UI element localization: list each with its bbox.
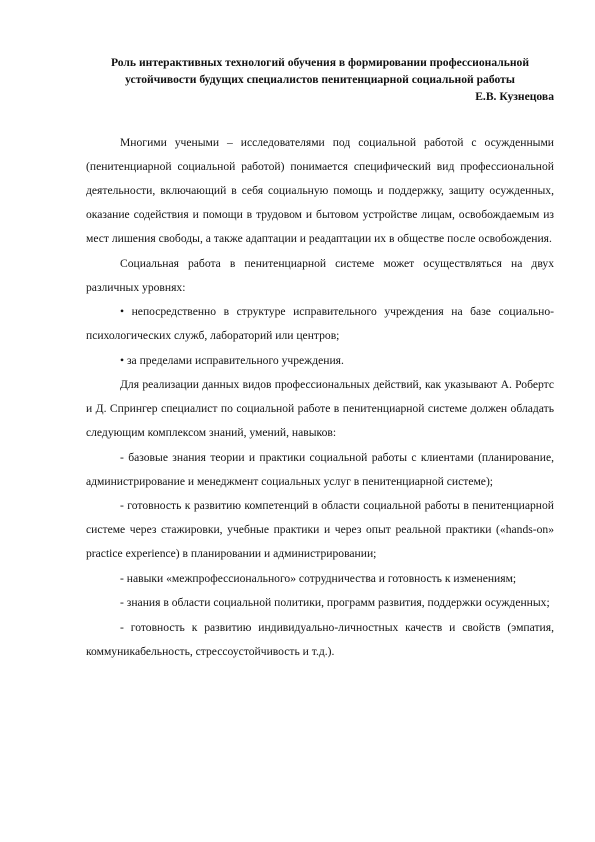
list-item-skill-competence-development: - готовность к развитию компетенций в области социальной работы в пенитенциарной системе через стажировки, учебные практики и через опыт реальной практики («hands-on» practice experience) в планировании и администрировании;	[86, 499, 554, 560]
document-author: Е.В. Кузнецова	[475, 90, 554, 103]
document-body	[86, 131, 554, 664]
list-item-level-outside: • за пределами исправительного учреждения.	[120, 353, 344, 367]
list-item-skill-personal-qualities: - готовность к развитию индивидуально-личностных качеств и свойств (эмпатия, коммуникабельность, стрессоустойчивость и т.д.).	[86, 620, 554, 658]
paragraph-definition: Многими учеными – исследователями под социальной работой с осужденными (пенитенциарной социальной работой) понимается специфический вид профессиональной деятельности, включающий в себя социальную помощь и поддержку, защиту осужденных, оказание содействия и помощи в трудовом и бытовом устройстве лицам, освобождаемым из мест лишения свободы, а также адаптации и реадаптации их в обществе после освобождения.	[86, 136, 554, 245]
list-item-skill-basic-knowledge: - базовые знания теории и практики социальной работы с клиентами (планирование, администрирование и менеджмент социальных услуг в пенитенциарной системе);	[86, 450, 554, 488]
paragraph-skills-intro: Для реализации данных видов профессиональных действий, как указывают А. Робертс и Д. Спрингер специалист по социальной работе в пенитенциарной системе должен обладать следующим комплексом знаний, умений, навыков:	[86, 378, 554, 439]
list-item-skill-social-policy: - знания в области социальной политики, программ развития, поддержки осужденных;	[120, 596, 550, 609]
list-item-skill-interprofessional: - навыки «межпрофессионального» сотрудничества и готовность к изменениям;	[120, 571, 517, 585]
document-title: Роль интерактивных технологий обучения в формировании профессиональной устойчивости будущих специалистов пенитенциарной социальной работы	[110, 56, 530, 86]
list-item-level-inside: • непосредственно в структуре исправительного учреждения на базе социально-психологических служб, лабораторий или центров;	[86, 305, 554, 342]
document-page	[86, 54, 554, 664]
paragraph-levels-intro: Социальная работа в пенитенциарной системе может осуществляться на двух различных уровнях:	[86, 256, 554, 294]
